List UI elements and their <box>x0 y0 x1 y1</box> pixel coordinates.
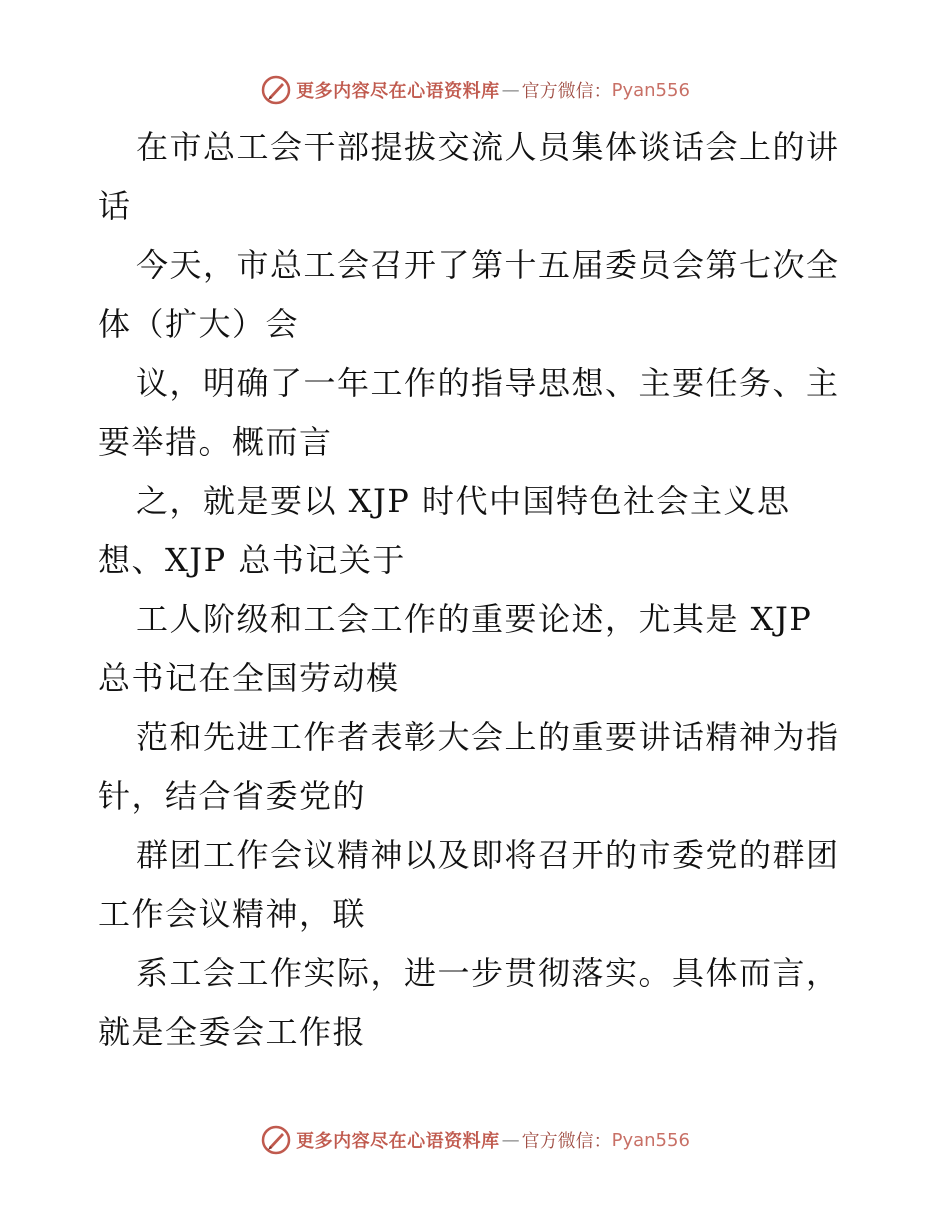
text-line: 议，明确了一年工作的指导思想、主要任务、主 <box>136 364 840 402</box>
watermark-text: 更多内容尽在心语资料库 <box>296 81 500 102</box>
quill-logo-icon <box>260 74 292 106</box>
text-line: 在市总工会干部提拔交流人员集体谈话会上的讲 <box>136 128 840 166</box>
watermark-text: 更多内容尽在心语资料库 <box>296 1131 500 1152</box>
document-body <box>98 118 858 1062</box>
watermark-wechat-id: Pyan556 <box>611 1129 690 1151</box>
text-line: 范和先进工作者表彰大会上的重要讲话精神为指 <box>136 718 840 756</box>
text-line: 系工会工作实际，进一步贯彻落实。具体而言， <box>136 954 840 992</box>
text-line: 总书记在全国劳动模 <box>98 659 400 697</box>
text-line: 就是全委会工作报 <box>98 1013 367 1051</box>
text-line: 想、XJP 总书记关于 <box>98 541 406 579</box>
watermark-label: 官方微信： <box>521 81 612 102</box>
text-line: 工作会议精神，联 <box>98 895 367 933</box>
text-line: 要举措。概而言 <box>98 423 333 461</box>
text-line: 话 <box>98 187 132 225</box>
text-line: 针，结合省委党的 <box>98 777 367 815</box>
footer-watermark-banner <box>0 1120 950 1160</box>
quill-logo-icon <box>260 1124 292 1156</box>
text-line: 工人阶级和工会工作的重要论述，尤其是 XJP <box>136 600 813 638</box>
header-watermark-banner <box>0 70 950 110</box>
watermark-wechat-id: Pyan556 <box>611 79 690 101</box>
watermark-separator: — <box>501 1129 520 1151</box>
watermark-separator: — <box>501 79 520 101</box>
text-line: 体（扩大）会 <box>98 305 300 343</box>
watermark-label: 官方微信： <box>521 1131 612 1152</box>
text-line: 群团工作会议精神以及即将召开的市委党的群团 <box>136 836 840 874</box>
text-line: 之，就是要以 XJP 时代中国特色社会主义思 <box>136 482 791 520</box>
text-line: 今天，市总工会召开了第十五届委员会第七次全 <box>136 246 840 284</box>
